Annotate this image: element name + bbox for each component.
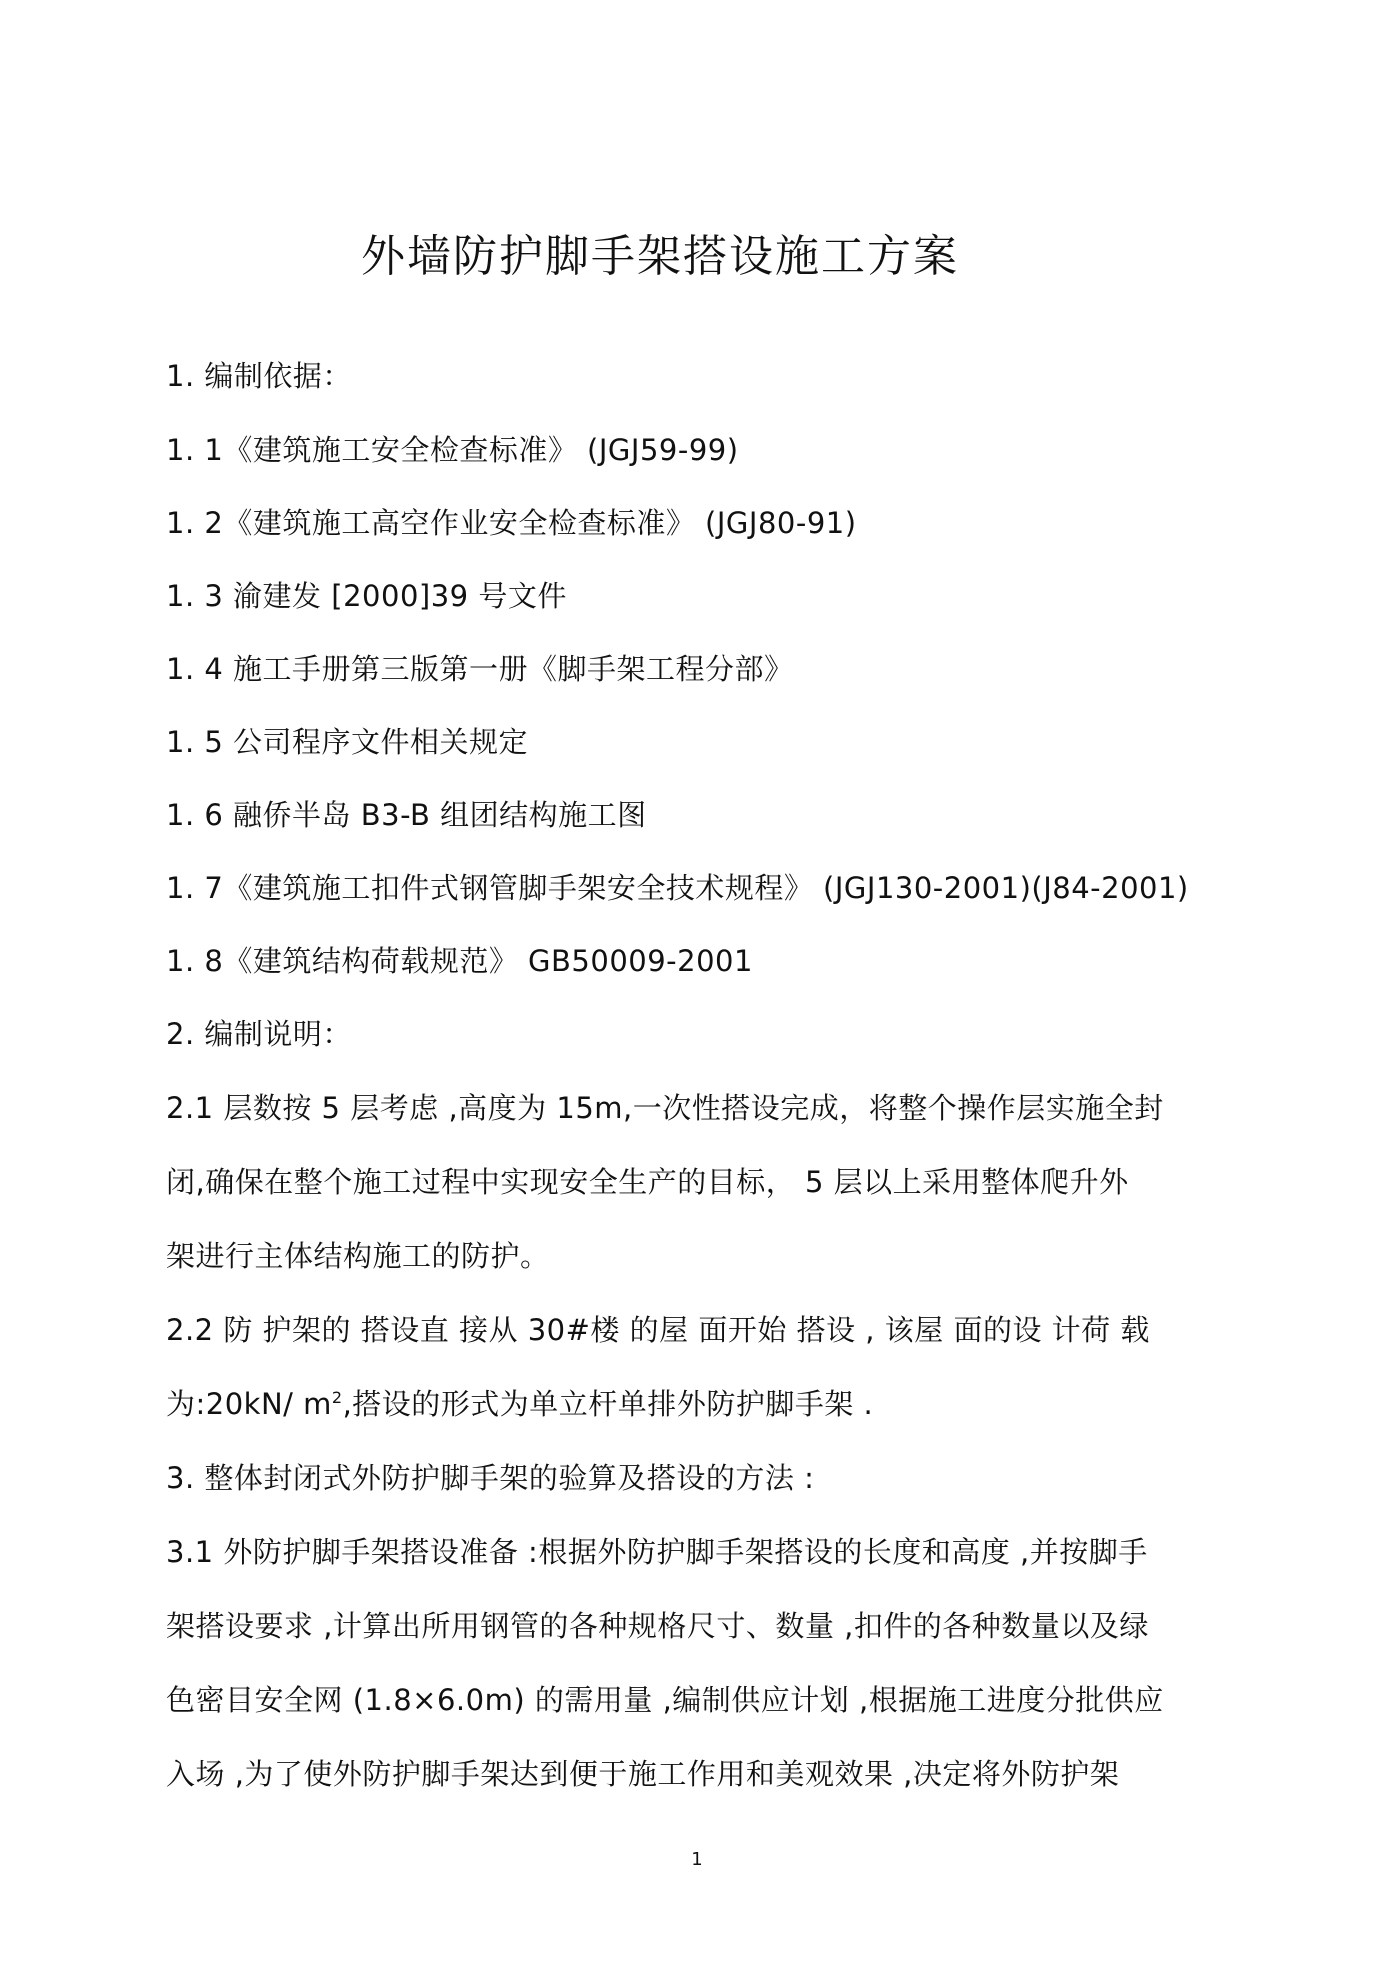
load-text-after-superscript: ,搭设的形式为单立杆单排外防护脚手架 . — [342, 1387, 874, 1421]
paragraph-2-1-line-2: 闭,确保在整个施工过程中实现安全生产的目标， 5 层以上采用整体爬升外 — [166, 1165, 1129, 1199]
page-number: 1 — [691, 1849, 703, 1870]
paragraph-3-1-line-4: 入场 ,为了使外防护脚手架达到便于施工作用和美观效果 ,决定将外防护架 — [166, 1757, 1120, 1791]
paragraph-2-2-line-2 — [166, 1384, 873, 1424]
paragraph-3-1-line-3: 色密目安全网 (1.8×6.0m) 的需用量 ,编制供应计划 ,根据施工进度分批供应 — [166, 1683, 1164, 1717]
square-superscript: 2 — [331, 1388, 343, 1407]
paragraph-2-1-line-3: 架进行主体结构施工的防护。 — [166, 1239, 550, 1273]
section-heading-description: 2. 编制说明： — [166, 1017, 352, 1051]
reference-line-1-1: 1. 1《建筑施工安全检查标准》 (JGJ59-99) — [166, 433, 739, 467]
paragraph-3-1-line-2: 架搭设要求 ,计算出所用钢管的各种规格尺寸、数量 ,扣件的各种数量以及绿 — [166, 1609, 1149, 1643]
reference-line-1-3: 1. 3 渝建发 [2000]39 号文件 — [166, 579, 567, 613]
paragraph-2-1-line-1: 2.1 层数按 5 层考虑 ,高度为 15m,一次性搭设完成，将整个操作层实施全封 — [166, 1091, 1164, 1125]
reference-line-1-6: 1. 6 融侨半岛 B3-B 组团结构施工图 — [166, 798, 647, 832]
paragraph-2-2-line-1: 2.2 防 护架的 搭设直 接从 30#楼 的屋 面开始 搭设 , 该屋 面的设 计荷 载 — [166, 1313, 1150, 1347]
reference-line-1-5: 1. 5 公司程序文件相关规定 — [166, 725, 529, 759]
paragraph-3-1-line-1: 3.1 外防护脚手架搭设准备 :根据外防护脚手架搭设的长度和高度 ,并按脚手 — [166, 1535, 1148, 1569]
document-title: 外墙防护脚手架搭设施工方案 — [361, 231, 959, 282]
reference-line-1-7: 1. 7《建筑施工扣件式钢管脚手架安全技术规程》 (JGJ130-2001)(J84-2001) — [166, 871, 1189, 905]
reference-line-1-4: 1. 4 施工手册第三版第一册《脚手架工程分部》 — [166, 652, 794, 686]
reference-line-1-8: 1. 8《建筑结构荷载规范》 GB50009-2001 — [166, 944, 753, 978]
reference-line-1-2: 1. 2《建筑施工高空作业安全检查标准》 (JGJ80-91) — [166, 506, 857, 540]
section-heading-method: 3. 整体封闭式外防护脚手架的验算及搭设的方法 : — [166, 1461, 815, 1495]
section-heading-basis: 1. 编制依据： — [166, 359, 352, 393]
load-text-before-superscript: 为:20kN/ m — [166, 1387, 332, 1421]
